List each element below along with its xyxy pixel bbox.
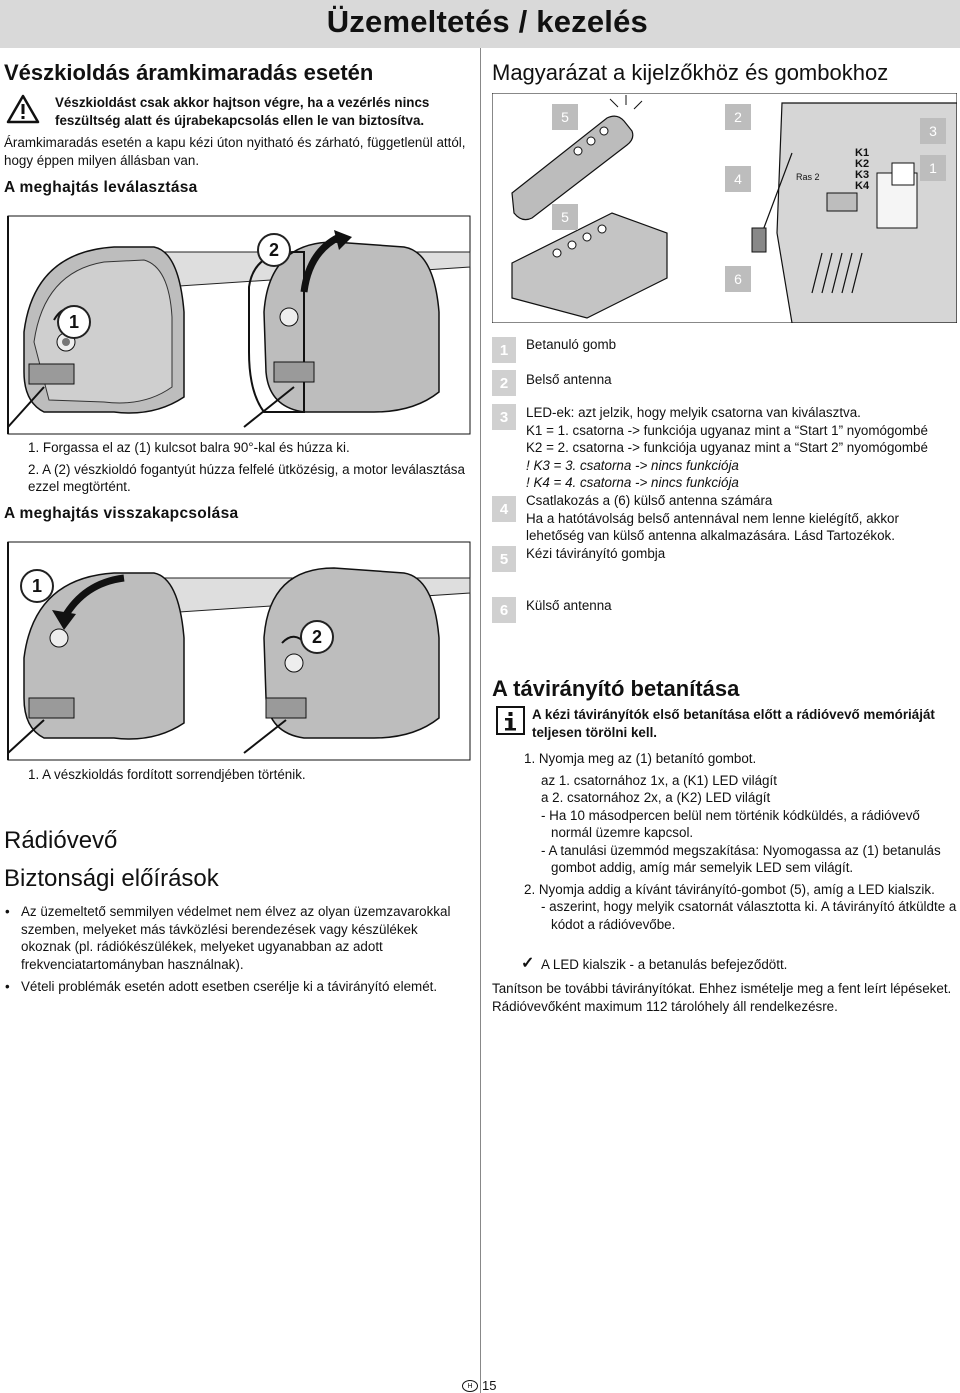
reconnect-figure bbox=[4, 538, 474, 763]
legend-text-4-title: Csatlakozás a (6) külső antenna számára bbox=[526, 493, 773, 508]
legend-num-2: 2 bbox=[492, 370, 516, 396]
legend-num-1: 1 bbox=[492, 337, 516, 363]
check-icon: ✓ bbox=[521, 955, 535, 972]
info-note: A kézi távirányítók első betanítása előtt a rádióvevő memóriáját teljesen törölni kell. bbox=[532, 707, 935, 740]
step-1-line: az 1. csatornához 1x, a (K1) LED világít bbox=[541, 772, 777, 788]
intro-text: Áramkimaradás esetén a kapu kézi úton nyitható és zárható, függetlenül attól, hogy éppen milyen állásban van. bbox=[4, 135, 466, 168]
warning-icon bbox=[6, 94, 40, 124]
subheading-disconnect: A meghajtás leválasztása bbox=[4, 179, 198, 196]
page-number: 15 bbox=[482, 1378, 497, 1393]
figure-callout-3: 3 bbox=[920, 118, 946, 144]
step-2-dash bbox=[524, 898, 958, 933]
step-item: 1. Forgassa el az (1) kulcsot balra 90°-kal és húzza ki. bbox=[28, 440, 350, 455]
safety-title: Biztonsági előírások bbox=[4, 865, 219, 892]
subheading-reconnect: A meghajtás visszakapcsolása bbox=[4, 505, 239, 522]
step-2: 2. Nyomja addig a kívánt távirányító-gombot (5), amíg a LED kialszik. bbox=[524, 881, 935, 897]
language-badge: H bbox=[462, 1380, 478, 1392]
led-k4-label: K4 bbox=[855, 180, 870, 192]
legend-num-5: 5 bbox=[492, 546, 516, 572]
led-line: ! K3 = 3. csatorna -> nincs funkciója bbox=[526, 457, 739, 473]
warning-text: Vészkioldást csak akkor hajtson végre, ha a vezérlés nincs feszültség alatt és újrabekapcsolás ellen le van biztosítva. bbox=[55, 95, 430, 128]
wall-remote bbox=[512, 213, 667, 318]
step-1-dash bbox=[524, 842, 958, 877]
legend-text-3 bbox=[526, 404, 958, 492]
step1-list bbox=[28, 439, 473, 496]
fig2-callout-2: 2 bbox=[300, 620, 334, 654]
led-k2-label: K2 bbox=[855, 158, 870, 170]
step-1-dash-item: - Ha 10 másodpercen belül nem történik kódküldés, a rádióvevő normál üzemre kapcsol. bbox=[541, 807, 920, 840]
check-text: A LED kialszik - a betanulás befejeződött. bbox=[541, 957, 788, 972]
legend-text-6: Külső antenna bbox=[526, 598, 612, 613]
legend-num-4: 4 bbox=[492, 496, 516, 522]
led-k3-label: K3 bbox=[855, 169, 870, 181]
led-line: K1 = 1. csatorna -> funkciója ugyanaz mint a “Start 1” nyomógombé bbox=[526, 422, 928, 438]
column-divider bbox=[480, 48, 481, 1393]
fig2-callout-1: 1 bbox=[20, 569, 54, 603]
step-1-line: a 2. csatornához 2x, a (K2) LED világít bbox=[541, 790, 771, 805]
antenna-note: Ha a hatótávolság belső antennával nem lenne kielégítő, akkor lehetőség van külső antenna alkalmazására. Lásd Tartozékok. bbox=[526, 510, 899, 543]
legend-text-5: Kézi távirányító gombja bbox=[526, 546, 666, 561]
legend-text-4 bbox=[526, 492, 958, 545]
legend-text-2: Belső antenna bbox=[526, 372, 612, 387]
legend-text-3-title: LED-ek: azt jelzik, hogy melyik csatorna van kiválasztva. bbox=[526, 405, 861, 420]
step-1-dash-item: - A tanulási üzemmód megszakítása: Nyomogassa az (1) betanulás gombot addig, amíg már semelyik LED sem világít. bbox=[541, 842, 941, 875]
led-k1-label: K1 bbox=[855, 147, 870, 159]
closing-text: Tanítson be további távirányítókat. Ehhez ismételje meg a fent leírt lépéseket. Rádióvevőként maximum 112 tárolóhely áll rendelkezésre. bbox=[492, 981, 952, 1014]
figure-callout-5a: 5 bbox=[552, 104, 578, 130]
step-1-dash bbox=[524, 807, 958, 842]
info-icon bbox=[496, 706, 526, 736]
train-title: A távirányító betanítása bbox=[492, 676, 740, 701]
step-1: 1. Nyomja meg az (1) betanító gombot. bbox=[524, 751, 757, 766]
figure-callout-6: 6 bbox=[725, 266, 751, 292]
step-2-dash-item: - aszerint, hogy melyik csatornát választotta ki. A távirányító átküldte a kódot a rádióvevőbe. bbox=[541, 899, 957, 932]
safety-bullets bbox=[4, 903, 464, 996]
motor-housing-left bbox=[8, 247, 184, 427]
figure-callout-2: 2 bbox=[725, 104, 751, 130]
section-title-emergency: Vészkioldás áramkimaradás esetén bbox=[4, 60, 374, 85]
section-title-display: Magyarázat a kijelzőkhöz és gombokhoz bbox=[492, 60, 889, 85]
legend-text-1: Betanuló gomb bbox=[526, 337, 617, 352]
led-line: K2 = 2. csatorna -> funkciója ugyanaz mint a “Start 2” nyomógombé bbox=[526, 440, 928, 455]
board-ras-label: Ras 2 bbox=[796, 172, 820, 182]
step-1-block bbox=[524, 750, 958, 933]
legend-num-6: 6 bbox=[492, 597, 516, 623]
radio-title: Rádióvevő bbox=[4, 827, 118, 854]
legend-num-3: 3 bbox=[492, 404, 516, 430]
step-item: 2. A (2) vészkioldó fogantyút húzza felfelé ütközésig, a motor leválasztása ezzel megtörtént. bbox=[28, 461, 465, 494]
figure-callout-4: 4 bbox=[725, 166, 751, 192]
board-led-labels bbox=[855, 148, 869, 192]
fig1-callout-2: 2 bbox=[257, 233, 291, 267]
step2-text: 1. A vészkioldás fordított sorrendjében történik. bbox=[28, 767, 306, 782]
fig1-callout-1: 1 bbox=[57, 305, 91, 339]
figure-callout-5b: 5 bbox=[552, 204, 578, 230]
list-item: • Vételi problémák esetén adott esetben cserélje ki a távirányító elemét. bbox=[4, 978, 464, 996]
led-line: ! K4 = 4. csatorna -> nincs funkciója bbox=[526, 475, 739, 490]
list-item: • Az üzemeltető semmilyen védelmet nem élvez az olyan üzemzavarokkal szemben, melyeket más távközlési berendezések vagy készülékek okoznak (pl. rádiókészülékek, melyeket ugyanabban az adott frekvenciatartományban használnak). bbox=[4, 903, 464, 973]
figure-callout-1: 1 bbox=[920, 155, 946, 181]
page-title: Üzemeltetés / kezelés bbox=[326, 4, 648, 39]
